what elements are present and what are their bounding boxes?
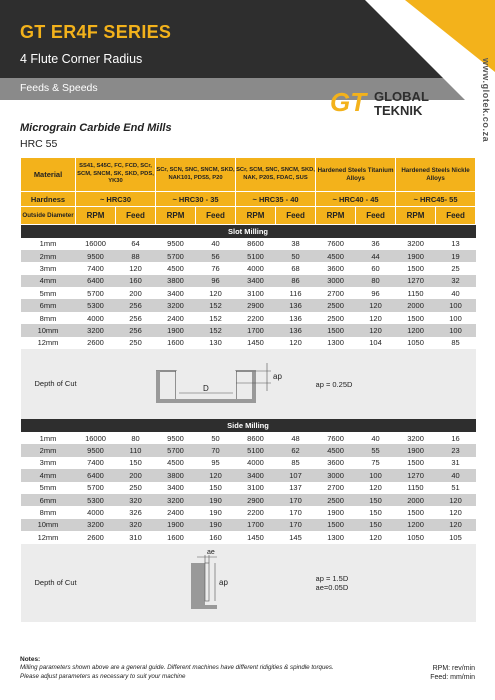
- slot-rpm-cell: 4500: [167, 263, 184, 273]
- slot-rpm-cell: 7600: [327, 239, 344, 249]
- side-depth-row: [21, 544, 476, 622]
- side-rpm-cell: 1500: [316, 519, 356, 531]
- side-milling-header: [21, 419, 476, 432]
- side-rpm-cell: 3800: [156, 469, 196, 481]
- side-feed-cell: 70: [196, 444, 236, 456]
- side-rpm-cell: 3200: [76, 519, 116, 531]
- side-feed-cell: 23: [436, 444, 476, 456]
- side-rpm-cell: 2200: [247, 508, 264, 518]
- slot-rpm-cell: 5700: [87, 288, 104, 298]
- slot-feed-cell: 76: [211, 263, 220, 273]
- table-row: [21, 469, 476, 481]
- table-row: [21, 287, 476, 299]
- side-feed-cell: 50: [211, 433, 220, 443]
- side-rpm-cell: 3100: [247, 483, 264, 493]
- slot-rpm-cell: 4500: [316, 250, 356, 262]
- logo-line1: GLOBAL: [374, 89, 429, 104]
- slot-rpm-cell: 2400: [167, 313, 184, 323]
- side-feed-cell: 150: [129, 458, 142, 468]
- side-feed-cell: 137: [289, 483, 302, 493]
- side-rpm-cell: 2500: [316, 494, 356, 506]
- slot-feed-cell: 36: [371, 239, 380, 249]
- table-row: [21, 531, 476, 543]
- slot-feed-cell: 80: [356, 275, 396, 287]
- side-feed-cell: 31: [451, 458, 460, 468]
- slot-feed-cell: 136: [276, 299, 316, 311]
- hardness-4: ~ HRC40 - 45: [316, 192, 396, 207]
- slot-rpm-cell: 1500: [407, 313, 424, 323]
- table-row: [21, 262, 476, 274]
- slot-rpm-cell: 3100: [247, 288, 264, 298]
- slot-feed-cell: 19: [436, 250, 476, 262]
- side-feed-cell: 190: [196, 494, 236, 506]
- side-rpm-cell: 16000: [85, 433, 106, 443]
- material-3: SCr, SCM, SNC, SNCM, SKD, NAK, P20S, FDAC, SUS: [236, 158, 316, 192]
- side-feed-cell: 320: [116, 519, 156, 531]
- side-formula-cell: [316, 544, 476, 622]
- slot-rpm-cell: 16000: [85, 239, 106, 249]
- feed-header: Feed: [436, 207, 476, 225]
- table-row: [21, 519, 476, 531]
- rpm-header: RPM: [76, 207, 116, 225]
- side-rpm-cell: 1600: [167, 532, 184, 542]
- side-diagram-cell: [116, 544, 316, 622]
- column-header-row: [21, 207, 476, 225]
- slot-rpm-cell: 9500: [167, 239, 184, 249]
- side-feed-cell: 105: [449, 532, 462, 542]
- side-feed-cell: 120: [436, 494, 476, 506]
- side-rpm-cell: 3200: [407, 433, 424, 443]
- slot-feed-cell: 152: [196, 324, 236, 336]
- side-feed-cell: 55: [356, 444, 396, 456]
- logo-line2: TEKNIK: [374, 103, 423, 118]
- slot-rpm-cell: 3800: [156, 275, 196, 287]
- slot-rpm-cell: 3200: [407, 239, 424, 249]
- slot-rpm-cell: 1900: [396, 250, 436, 262]
- feed-header: Feed: [276, 207, 316, 225]
- slot-rpm-cell: 5100: [236, 250, 276, 262]
- slot-rpm-cell: 3200: [76, 324, 116, 336]
- side-feed-cell: 170: [276, 519, 316, 531]
- table-row: [21, 238, 476, 250]
- side-feed-cell: 85: [291, 458, 300, 468]
- slot-rpm-cell: 9500: [76, 250, 116, 262]
- side-rpm-cell: 4500: [167, 458, 184, 468]
- side-rpm-cell: 2400: [167, 508, 184, 518]
- notes-line-1: Milling parameters shown above are a general guide. Different machines have different ridigities & spindle torques.: [20, 664, 334, 671]
- slot-feed-cell: 64: [131, 239, 140, 249]
- notes: [20, 656, 475, 681]
- side-feed-cell: 62: [276, 444, 316, 456]
- rpm-header: RPM: [156, 207, 196, 225]
- hardness-1: ~ HRC30: [76, 192, 156, 207]
- hardness-3: ~ HRC35 - 40: [236, 192, 316, 207]
- series-subtitle: 4 Flute Corner Radius: [20, 52, 143, 66]
- side-rpm-cell: 1500: [407, 508, 424, 518]
- slot-feed-cell: 38: [291, 239, 300, 249]
- slot-rpm-cell: 1600: [167, 338, 184, 348]
- slot-feed-cell: 120: [356, 299, 396, 311]
- side-rpm-cell: 4500: [316, 444, 356, 456]
- side-rpm-cell: 7400: [87, 458, 104, 468]
- side-rpm-cell: 8600: [247, 433, 264, 443]
- side-rpm-cell: 5300: [76, 494, 116, 506]
- slot-feed-cell: 200: [129, 288, 142, 298]
- slot-feed-cell: 120: [356, 324, 396, 336]
- side-diameter-cell: 5mm: [39, 483, 57, 493]
- side-depth-label: Depth of Cut: [21, 544, 116, 622]
- side-feed-cell: 16: [451, 433, 460, 443]
- side-feed-cell: 120: [449, 508, 462, 518]
- corner-shape: [365, 0, 495, 100]
- slot-feed-cell: 25: [451, 263, 460, 273]
- slot-feed-cell: 152: [196, 299, 236, 311]
- side-feed-cell: 150: [356, 494, 396, 506]
- side-rpm-cell: 2000: [396, 494, 436, 506]
- side-feed-cell: 170: [276, 494, 316, 506]
- slot-rpm-cell: 3600: [327, 263, 344, 273]
- slot-rpm-cell: 2600: [87, 338, 104, 348]
- logo-text: [374, 90, 429, 118]
- slot-feed-cell: 86: [276, 275, 316, 287]
- slot-feed-cell: 120: [129, 263, 142, 273]
- product-title: Micrograin Carbide End Mills: [20, 122, 172, 134]
- material-4: Hardened Steels Titanium Alloys: [316, 158, 396, 192]
- slot-milling-rows: [21, 238, 476, 350]
- side-feed-cell: 150: [209, 483, 222, 493]
- slot-feed-cell: 152: [209, 313, 222, 323]
- slot-feed-cell: 44: [356, 250, 396, 262]
- hardness-label: Hardness: [21, 192, 76, 207]
- notes-line-2: Please adjust parameters as necessary to suit your machine: [20, 673, 186, 680]
- side-rpm-cell: 1200: [396, 519, 436, 531]
- side-rpm-cell: 1900: [396, 444, 436, 456]
- slot-rpm-cell: 4000: [247, 263, 264, 273]
- slot-rpm-cell: 8600: [247, 239, 264, 249]
- side-rpm-cell: 1900: [156, 519, 196, 531]
- slot-feed-cell: 256: [116, 299, 156, 311]
- side-rpm-cell: 3200: [156, 494, 196, 506]
- side-rpm-cell: 1050: [407, 532, 424, 542]
- slot-milling-title: Slot Milling: [21, 225, 476, 238]
- side-rpm-cell: 9500: [167, 433, 184, 443]
- slot-rpm-cell: 1500: [407, 263, 424, 273]
- material-2: SCr, SCN, SNC, SNCM, SKD, NAK101, PDS5, P20: [156, 158, 236, 192]
- side-feed-cell: 107: [276, 469, 316, 481]
- rpm-unit: RPM: rev/min: [432, 665, 475, 672]
- slot-feed-cell: 96: [196, 275, 236, 287]
- slot-feed-cell: 120: [369, 313, 382, 323]
- slot-feed-cell: 85: [451, 338, 460, 348]
- rpm-header: RPM: [396, 207, 436, 225]
- side-feed-cell: 170: [289, 508, 302, 518]
- side-formula-1: ap = 1.5D: [315, 573, 349, 583]
- units-legend: [430, 664, 475, 682]
- slot-rpm-cell: 5300: [76, 299, 116, 311]
- material-1: SS41, S45C, FC, FCD, SCr, SCM, SNCM, SK, SKD, PDS, YK30: [76, 158, 156, 192]
- table-row: [21, 494, 476, 506]
- table-row: [21, 482, 476, 494]
- side-feed-cell: 150: [356, 519, 396, 531]
- slot-milling-diagram: [131, 353, 301, 413]
- side-diameter-cell: 12mm: [37, 532, 59, 542]
- product-hrc: HRC 55: [20, 138, 58, 150]
- side-feed-cell: 75: [371, 458, 380, 468]
- side-rpm-cell: 3000: [316, 469, 356, 481]
- side-feed-cell: 110: [116, 444, 156, 456]
- side-feed-cell: 160: [209, 532, 222, 542]
- slot-rpm-cell: 1450: [247, 338, 264, 348]
- slot-rpm-cell: 3400: [167, 288, 184, 298]
- side-feed-cell: 100: [356, 469, 396, 481]
- company-logo: [330, 88, 462, 116]
- side-feed-cell: 190: [209, 508, 222, 518]
- side-ae-label: ae: [206, 548, 215, 556]
- slot-feed-cell: 116: [289, 288, 302, 298]
- slot-feed-cell: 40: [211, 239, 220, 249]
- slot-feed-cell: 56: [196, 250, 236, 262]
- slot-depth-label: Depth of Cut: [21, 349, 116, 419]
- side-rpm-cell: 1300: [327, 532, 344, 542]
- side-feed-cell: 326: [129, 508, 142, 518]
- material-row: [21, 158, 476, 192]
- side-diameter-cell: 10mm: [21, 519, 76, 531]
- slot-rpm-cell: 6400: [76, 275, 116, 287]
- side-rpm-cell: 2600: [87, 532, 104, 542]
- slot-feed-cell: 104: [369, 338, 382, 348]
- material-label: Material: [21, 158, 76, 192]
- rpm-header: RPM: [316, 207, 356, 225]
- feed-header: Feed: [356, 207, 396, 225]
- side-feed-cell: 200: [116, 469, 156, 481]
- side-rpm-cell: 3400: [167, 483, 184, 493]
- slot-rpm-cell: 1150: [407, 288, 424, 298]
- side-feed-cell: 250: [129, 483, 142, 493]
- side-rpm-cell: 1500: [407, 458, 424, 468]
- table-row: [21, 457, 476, 469]
- side-feed-cell: 120: [369, 532, 382, 542]
- slot-diameter-cell: 10mm: [21, 324, 76, 336]
- slot-feed-cell: 130: [209, 338, 222, 348]
- outside-diameter-label: Outside Diameter: [21, 207, 76, 225]
- side-rpm-cell: 5700: [156, 444, 196, 456]
- side-rpm-cell: 1450: [247, 532, 264, 542]
- side-feed-cell: 120: [369, 483, 382, 493]
- logo-mark: GT: [330, 87, 367, 117]
- slot-rpm-cell: 1300: [327, 338, 344, 348]
- side-feed-cell: 145: [289, 532, 302, 542]
- slot-rpm-cell: 2200: [247, 313, 264, 323]
- slot-diagram-cell: [116, 349, 316, 419]
- slot-diameter-cell: 8mm: [39, 313, 57, 323]
- table-row: [21, 275, 476, 287]
- side-rpm-cell: 7600: [327, 433, 344, 443]
- side-rpm-cell: 1700: [236, 519, 276, 531]
- slot-diameter-cell: 1mm: [39, 239, 57, 249]
- slot-feed-cell: 100: [436, 299, 476, 311]
- slot-rpm-cell: 4000: [87, 313, 104, 323]
- slot-feed-cell: 100: [449, 313, 462, 323]
- side-rpm-cell: 1150: [407, 483, 424, 493]
- table-row: [21, 337, 476, 349]
- table-row: [21, 444, 476, 456]
- slot-rpm-cell: 1500: [316, 324, 356, 336]
- side-feed-cell: 310: [129, 532, 142, 542]
- side-rpm-cell: 2900: [236, 494, 276, 506]
- side-rpm-cell: 6400: [76, 469, 116, 481]
- side-diameter-cell: 6mm: [21, 494, 76, 506]
- side-feed-cell: 320: [116, 494, 156, 506]
- side-diameter-cell: 3mm: [39, 458, 57, 468]
- slot-rpm-cell: 5700: [156, 250, 196, 262]
- slot-rpm-cell: 1900: [156, 324, 196, 336]
- slot-d-label: D: [202, 384, 209, 394]
- slot-rpm-cell: 1270: [396, 275, 436, 287]
- slot-formula: ap = 0.25D: [316, 349, 476, 419]
- feed-unit: Feed: mm/min: [430, 674, 475, 681]
- side-feed-cell: 95: [211, 458, 220, 468]
- slot-feed-cell: 50: [276, 250, 316, 262]
- slot-feed-cell: 160: [116, 275, 156, 287]
- side-feed-cell: 80: [131, 433, 140, 443]
- slot-feed-cell: 256: [129, 313, 142, 323]
- side-milling-diagram: [131, 547, 301, 617]
- feeds-speeds-table: [20, 157, 476, 622]
- slot-diameter-cell: 4mm: [21, 275, 76, 287]
- feed-header: Feed: [196, 207, 236, 225]
- table-row: [21, 250, 476, 262]
- slot-depth-row: [21, 349, 476, 419]
- slot-feed-cell: 136: [289, 313, 302, 323]
- slot-feed-cell: 120: [209, 288, 222, 298]
- slot-ap-label: ap: [272, 372, 282, 382]
- slot-feed-cell: 13: [451, 239, 460, 249]
- slot-milling-header: [21, 225, 476, 238]
- side-feed-cell: 48: [291, 433, 300, 443]
- side-feed-cell: 120: [196, 469, 236, 481]
- side-diameter-cell: 2mm: [21, 444, 76, 456]
- side-rpm-cell: 5100: [236, 444, 276, 456]
- side-milling-rows: [21, 432, 476, 544]
- slot-rpm-cell: 2500: [327, 313, 344, 323]
- table-row: [21, 312, 476, 324]
- side-rpm-cell: 4000: [247, 458, 264, 468]
- side-feed-cell: 40: [371, 433, 380, 443]
- side-feed-cell: 150: [369, 508, 382, 518]
- slot-rpm-cell: 1050: [407, 338, 424, 348]
- slot-rpm-cell: 2900: [236, 299, 276, 311]
- table-row: [21, 324, 476, 336]
- side-feed-cell: 190: [196, 519, 236, 531]
- slot-feed-cell: 96: [371, 288, 380, 298]
- slot-diameter-cell: 6mm: [21, 299, 76, 311]
- hardness-row: [21, 192, 476, 207]
- slot-diameter-cell: 12mm: [37, 338, 59, 348]
- hardness-5: ~ HRC45- 55: [396, 192, 476, 207]
- slot-rpm-cell: 2500: [316, 299, 356, 311]
- rpm-header: RPM: [236, 207, 276, 225]
- side-rpm-cell: 9500: [76, 444, 116, 456]
- side-feed-cell: 51: [451, 483, 460, 493]
- slot-feed-cell: 136: [276, 324, 316, 336]
- side-rpm-cell: 2700: [327, 483, 344, 493]
- series-title: GT ER4F SERIES: [20, 22, 172, 42]
- side-rpm-cell: 1900: [327, 508, 344, 518]
- slot-feed-cell: 256: [116, 324, 156, 336]
- hardness-2: ~ HRC30 - 35: [156, 192, 236, 207]
- slot-feed-cell: 250: [129, 338, 142, 348]
- slot-diameter-cell: 3mm: [39, 263, 57, 273]
- side-ap-label: ap: [218, 577, 228, 587]
- feed-header: Feed: [116, 207, 156, 225]
- slot-rpm-cell: 2700: [327, 288, 344, 298]
- website-url: www.glotek.co.za: [481, 58, 491, 143]
- side-diameter-cell: 1mm: [39, 433, 57, 443]
- slot-feed-cell: 68: [291, 263, 300, 273]
- slot-rpm-cell: 1200: [396, 324, 436, 336]
- slot-diameter-cell: 5mm: [39, 288, 57, 298]
- side-rpm-cell: 3400: [236, 469, 276, 481]
- slot-rpm-cell: 7400: [87, 263, 104, 273]
- slot-rpm-cell: 3000: [316, 275, 356, 287]
- slot-feed-cell: 60: [371, 263, 380, 273]
- slot-rpm-cell: 1700: [236, 324, 276, 336]
- material-5: Hardened Steels Nickle Alloys: [396, 158, 476, 192]
- notes-title: Notes:: [20, 656, 41, 663]
- table-row: [21, 432, 476, 444]
- side-rpm-cell: 5700: [87, 483, 104, 493]
- side-formula-2: ae=0.05D: [315, 582, 349, 592]
- side-diameter-cell: 4mm: [21, 469, 76, 481]
- side-rpm-cell: 3600: [327, 458, 344, 468]
- side-feed-cell: 40: [436, 469, 476, 481]
- side-diameter-cell: 8mm: [39, 508, 57, 518]
- slot-feed-cell: 88: [116, 250, 156, 262]
- table-row: [21, 299, 476, 311]
- slot-feed-cell: 120: [289, 338, 302, 348]
- slot-rpm-cell: 3400: [236, 275, 276, 287]
- side-rpm-cell: 1270: [396, 469, 436, 481]
- slot-rpm-cell: 3200: [156, 299, 196, 311]
- section-bar-label: Feeds & Speeds: [20, 82, 98, 94]
- side-milling-title: Side Milling: [21, 419, 476, 432]
- side-rpm-cell: 4000: [87, 508, 104, 518]
- slot-diameter-cell: 2mm: [21, 250, 76, 262]
- slot-feed-cell: 100: [436, 324, 476, 336]
- table-row: [21, 506, 476, 518]
- slot-rpm-cell: 2000: [396, 299, 436, 311]
- slot-feed-cell: 40: [451, 288, 460, 298]
- slot-feed-cell: 32: [436, 275, 476, 287]
- side-feed-cell: 120: [436, 519, 476, 531]
